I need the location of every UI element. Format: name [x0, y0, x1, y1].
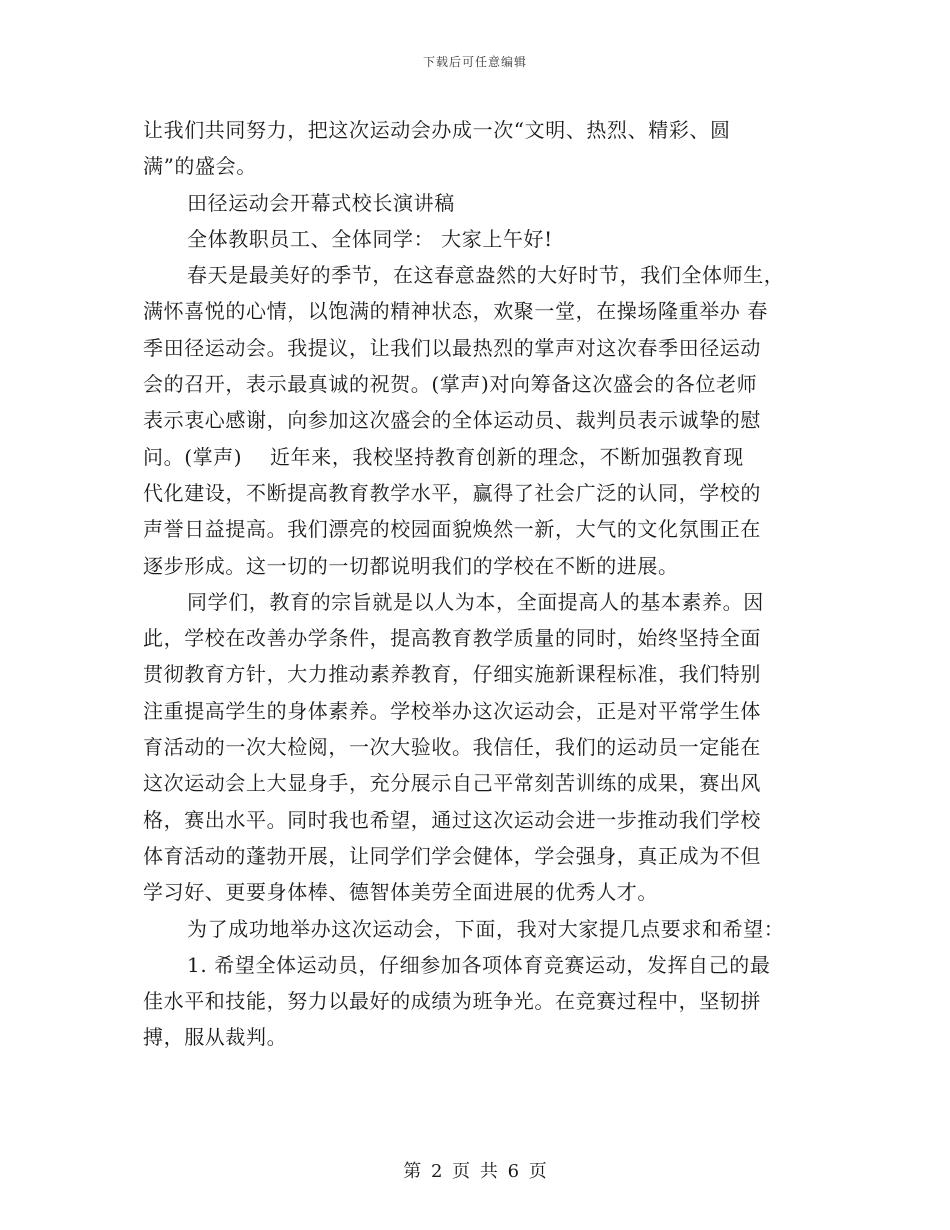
- speech-title: 田径运动会开幕式校长演讲稿: [187, 190, 455, 215]
- list-item: 1. 希望全体运动员，仔细参加各项体育竞赛运动，发挥自己的最: [187, 952, 771, 977]
- page-number: 第 2 页 共 6 页: [403, 1161, 547, 1182]
- text-line: 满”的盛会。: [143, 154, 257, 179]
- text-line: 为了成功地举办这次运动会，下面，我对大家提几点要求和希望：: [187, 916, 785, 941]
- text-line: 同学们，教育的宗旨就是以人为本，全面提高人的基本素养。因: [187, 589, 764, 614]
- text-line: 学习好、更要身体棒、德智体美劳全面进展的优秀人才。: [143, 880, 658, 905]
- body-text: [143, 112, 808, 1056]
- text-line: 佳水平和技能，努力以最好的成绩为班争光。在竞赛过程中，坚韧拼: [143, 989, 761, 1014]
- text-line: 育活动的一次大检阅，一次大验收。我信任，我们的运动员一定能在: [143, 735, 761, 760]
- text-line: 让我们共同努力，把这次运动会办成一次“文明、热烈、精彩、圆: [143, 118, 731, 142]
- text-line: 注重提高学生的身体素养。学校举办这次运动会，正是对平常学生体: [143, 698, 761, 723]
- text-line: 满怀喜悦的心情，以饱满的精神状态，欢聚一堂，在操场隆重举办 春: [143, 299, 768, 324]
- text-line: 季田径运动会。我提议，让我们以最热烈的掌声对这次春季田径运动: [143, 335, 761, 360]
- page-header: 下载后可任意编辑: [422, 55, 527, 69]
- text-line: 此，学校在改善办学条件，提高教育教学质量的同时，始终坚持全面: [143, 626, 761, 651]
- text-line: 会的召开，表示最真诚的祝贺。(掌声)对向筹备这次盛会的各位老师: [143, 372, 758, 397]
- text-line: 格，赛出水平。同时我也希望，通过这次运动会进一步推动我们学校: [143, 807, 761, 832]
- salutation: 全体教职员工、全体同学： 大家上午好!: [187, 226, 553, 251]
- text-line: 搏，服从裁判。: [143, 1025, 288, 1050]
- text-line: 声誉日益提高。我们漂亮的校园面貌焕然一新，大气的文化氛围正在: [143, 517, 761, 542]
- text-line: 代化建设，不断提高教育教学水平，赢得了社会广泛的认同，学校的: [143, 480, 761, 505]
- text-line: 逐步形成。这一切的一切都说明我们的学校在不断的进展。: [143, 553, 679, 578]
- text-line: 这次运动会上大显身手，充分展示自己平常刻苦训练的成果，赛出风: [143, 771, 761, 796]
- text-line: 春天是最美好的季节，在这春意盎然的大好时节，我们全体师生，: [187, 263, 785, 288]
- text-line: 问。(掌声) 近年来，我校坚持教育创新的理念，不断加强教育现: [143, 444, 744, 469]
- text-line: 体育活动的蓬勃开展，让同学们学会健体，学会强身，真正成为不但: [143, 843, 761, 868]
- text-line: 表示衷心感谢，向参加这次盛会的全体运动员、裁判员表示诚挚的慰: [143, 408, 761, 433]
- text-line: 贯彻教育方针，大力推动素养教育，仔细实施新课程标准，我们特别: [143, 662, 761, 687]
